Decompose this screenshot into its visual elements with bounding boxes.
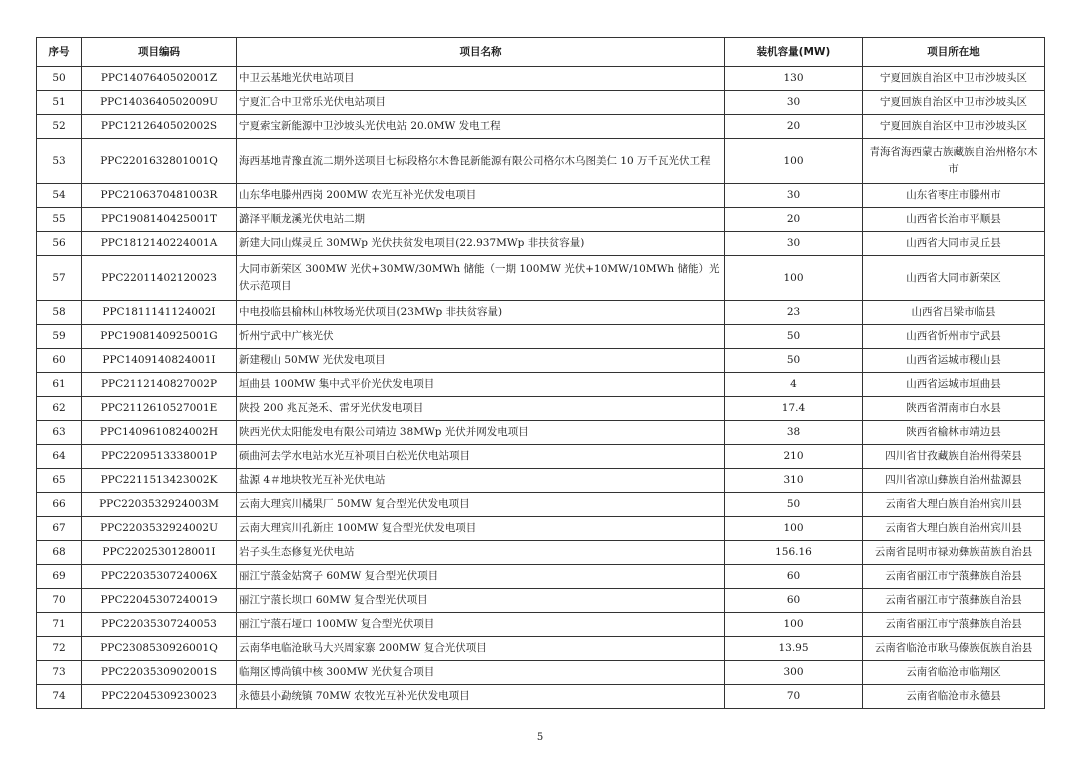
cell-seq: 71 — [37, 613, 82, 637]
cell-name: 硕曲河去学水电站水光互补项目白松光伏电站项目 — [237, 445, 725, 469]
cell-seq: 50 — [37, 67, 82, 91]
cell-code: PPC2201632801001Q — [82, 139, 237, 184]
table-row — [37, 349, 1045, 373]
cell-code: PPC1908140425001T — [82, 208, 237, 232]
cell-code: PPC2203530724006X — [82, 565, 237, 589]
cell-location: 青海省海西蒙古族藏族自治州格尔木市 — [863, 139, 1045, 184]
table-row — [37, 325, 1045, 349]
cell-seq: 64 — [37, 445, 82, 469]
cell-seq: 66 — [37, 493, 82, 517]
table-row — [37, 256, 1045, 301]
cell-capacity: 50 — [725, 493, 863, 517]
cell-capacity: 30 — [725, 91, 863, 115]
cell-name: 新建稷山 50MW 光伏发电项目 — [237, 349, 725, 373]
table-row — [37, 445, 1045, 469]
cell-location: 山西省大同市灵丘县 — [863, 232, 1045, 256]
cell-seq: 59 — [37, 325, 82, 349]
cell-name: 中卫云基地光伏电站项目 — [237, 67, 725, 91]
cell-location: 云南省临沧市永德县 — [863, 685, 1045, 709]
table-row — [37, 613, 1045, 637]
cell-capacity: 30 — [725, 232, 863, 256]
table-row — [37, 67, 1045, 91]
cell-name: 中电投临县榆林山林牧场光伏项目(23MWp 非扶贫容量) — [237, 301, 725, 325]
table-row — [37, 685, 1045, 709]
cell-capacity: 50 — [725, 325, 863, 349]
table-row — [37, 373, 1045, 397]
cell-location: 云南省大理白族自治州宾川县 — [863, 493, 1045, 517]
cell-code: PPC1908140925001G — [82, 325, 237, 349]
cell-seq: 60 — [37, 349, 82, 373]
cell-location: 山东省枣庄市滕州市 — [863, 184, 1045, 208]
cell-name: 忻州宁武中广核光伏 — [237, 325, 725, 349]
cell-location: 宁夏回族自治区中卫市沙坡头区 — [863, 67, 1045, 91]
cell-code: PPC2204530923002З — [82, 685, 237, 709]
cell-capacity: 4 — [725, 373, 863, 397]
table-row — [37, 184, 1045, 208]
cell-capacity: 300 — [725, 661, 863, 685]
cell-code: PPC2211513423002K — [82, 469, 237, 493]
cell-capacity: 60 — [725, 589, 863, 613]
cell-code: PPC2204530724001Э — [82, 589, 237, 613]
cell-seq: 61 — [37, 373, 82, 397]
table-row — [37, 661, 1045, 685]
cell-capacity: 20 — [725, 208, 863, 232]
cell-name: 潞泽平顺龙溪光伏电站二期 — [237, 208, 725, 232]
cell-capacity: 30 — [725, 184, 863, 208]
table-row — [37, 493, 1045, 517]
cell-capacity: 17.4 — [725, 397, 863, 421]
cell-seq: 55 — [37, 208, 82, 232]
cell-capacity: 100 — [725, 139, 863, 184]
cell-name: 云南大理宾川橘果厂 50MW 复合型光伏发电项目 — [237, 493, 725, 517]
cell-seq: 53 — [37, 139, 82, 184]
cell-capacity: 310 — [725, 469, 863, 493]
cell-code: PPC1409140824001I — [82, 349, 237, 373]
cell-name: 垣曲县 100MW 集中式平价光伏发电项目 — [237, 373, 725, 397]
table-row — [37, 565, 1045, 589]
cell-seq: 68 — [37, 541, 82, 565]
cell-location: 山西省运城市垣曲县 — [863, 373, 1045, 397]
cell-code: PPC1403640502009U — [82, 91, 237, 115]
cell-location: 云南省丽江市宁蒗彝族自治县 — [863, 565, 1045, 589]
cell-seq: 72 — [37, 637, 82, 661]
cell-code: PPC2201140212002З — [82, 256, 237, 301]
cell-name: 云南华电临沧耿马大兴周家寨 200MW 复合光伏项目 — [237, 637, 725, 661]
cell-code: PPC2308530926001Q — [82, 637, 237, 661]
cell-name: 丽江宁蒗金姑窝子 60MW 复合型光伏项目 — [237, 565, 725, 589]
cell-name: 新建大同山煤灵丘 30MWp 光伏扶贫发电项目(22.937MWp 非扶贫容量) — [237, 232, 725, 256]
table-row — [37, 589, 1045, 613]
table-body — [37, 67, 1045, 709]
cell-code: PPC2203532924002U — [82, 517, 237, 541]
cell-seq: 54 — [37, 184, 82, 208]
project-table — [36, 37, 1045, 709]
cell-name: 丽江宁蒗石垭口 100MW 复合型光伏项目 — [237, 613, 725, 637]
cell-code: PPC22035307240053 — [82, 613, 237, 637]
cell-seq: 52 — [37, 115, 82, 139]
cell-name: 永德县小勐统镇 70MW 农牧光互补光伏发电项目 — [237, 685, 725, 709]
cell-capacity: 50 — [725, 349, 863, 373]
cell-capacity: 100 — [725, 256, 863, 301]
cell-name: 海西基地青豫直流二期外送项目七标段格尔木鲁昆新能源有限公司格尔木乌图美仁 10 万千瓦光伏工程 — [237, 139, 725, 184]
cell-name: 宁夏汇合中卫常乐光伏电站项目 — [237, 91, 725, 115]
cell-location: 陕西省榆林市靖边县 — [863, 421, 1045, 445]
cell-name: 临翔区博尚镇中核 300MW 光伏复合项目 — [237, 661, 725, 685]
cell-seq: 73 — [37, 661, 82, 685]
cell-location: 山西省运城市稷山县 — [863, 349, 1045, 373]
cell-name: 山东华电滕州西岗 200MW 农光互补光伏发电项目 — [237, 184, 725, 208]
cell-seq: 51 — [37, 91, 82, 115]
cell-name: 丽江宁蒗长坝口 60MW 复合型光伏项目 — [237, 589, 725, 613]
cell-location: 四川省甘孜藏族自治州得荣县 — [863, 445, 1045, 469]
cell-location: 山西省长治市平顺县 — [863, 208, 1045, 232]
table-row — [37, 115, 1045, 139]
table-row — [37, 421, 1045, 445]
cell-capacity: 13.95 — [725, 637, 863, 661]
header-location: 项目所在地 — [863, 38, 1045, 67]
cell-name: 陕投 200 兆瓦尧禾、雷牙光伏发电项目 — [237, 397, 725, 421]
cell-name: 云南大理宾川孔新庄 100MW 复合型光伏发电项目 — [237, 517, 725, 541]
cell-location: 云南省丽江市宁蒗彝族自治县 — [863, 613, 1045, 637]
cell-location: 宁夏回族自治区中卫市沙坡头区 — [863, 91, 1045, 115]
cell-name: 大同市新荣区 300MW 光伏+30MW/30MWh 储能（一期 100MW 光伏+10MW/10MWh 储能）光伏示范项目 — [237, 256, 725, 301]
cell-code: PPC2203530902001S — [82, 661, 237, 685]
cell-seq: 74 — [37, 685, 82, 709]
table-row — [37, 139, 1045, 184]
cell-seq: 70 — [37, 589, 82, 613]
cell-code: PPC2112140827002P — [82, 373, 237, 397]
table-row — [37, 469, 1045, 493]
cell-capacity: 20 — [725, 115, 863, 139]
cell-seq: 58 — [37, 301, 82, 325]
cell-location: 云南省临沧市耿马傣族佤族自治县 — [863, 637, 1045, 661]
page-number: 5 — [536, 732, 544, 743]
cell-location: 山西省大同市新荣区 — [863, 256, 1045, 301]
cell-location: 云南省昆明市禄劝彝族苗族自治县 — [863, 541, 1045, 565]
cell-code: PPC1812140224001A — [82, 232, 237, 256]
cell-location: 四川省凉山彝族自治州盐源县 — [863, 469, 1045, 493]
table-header-row — [37, 38, 1045, 67]
cell-name: 陕西光伏太阳能发电有限公司靖边 38MWp 光伏并网发电项目 — [237, 421, 725, 445]
table-row — [37, 91, 1045, 115]
header-code: 项目编码 — [82, 38, 237, 67]
cell-code: PPC2202530128001I — [82, 541, 237, 565]
cell-capacity: 70 — [725, 685, 863, 709]
cell-name: 岩子头生态修复光伏电站 — [237, 541, 725, 565]
cell-code: PPC1212640502002S — [82, 115, 237, 139]
table-row — [37, 232, 1045, 256]
cell-code: PPC1409610824002H — [82, 421, 237, 445]
cell-code: PPC1811141124002I — [82, 301, 237, 325]
header-name: 项目名称 — [237, 38, 725, 67]
cell-seq: 67 — [37, 517, 82, 541]
cell-location: 云南省大理白族自治州宾川县 — [863, 517, 1045, 541]
cell-capacity: 156.16 — [725, 541, 863, 565]
table-row — [37, 208, 1045, 232]
cell-seq: 56 — [37, 232, 82, 256]
header-seq: 序号 — [37, 38, 82, 67]
table-row — [37, 637, 1045, 661]
cell-seq: 57 — [37, 256, 82, 301]
cell-location: 宁夏回族自治区中卫市沙坡头区 — [863, 115, 1045, 139]
cell-capacity: 130 — [725, 67, 863, 91]
cell-seq: 69 — [37, 565, 82, 589]
cell-capacity: 60 — [725, 565, 863, 589]
table-row — [37, 517, 1045, 541]
cell-seq: 62 — [37, 397, 82, 421]
cell-code: PPC2112610527001E — [82, 397, 237, 421]
cell-location: 山西省吕梁市临县 — [863, 301, 1045, 325]
cell-location: 云南省丽江市宁蒗彝族自治县 — [863, 589, 1045, 613]
cell-location: 山西省忻州市宁武县 — [863, 325, 1045, 349]
cell-code: PPC1407640502001Z — [82, 67, 237, 91]
cell-name: 宁夏索宝新能源中卫沙坡头光伏电站 20.0MW 发电工程 — [237, 115, 725, 139]
table-row — [37, 397, 1045, 421]
cell-code: PPC2209513338001P — [82, 445, 237, 469]
cell-name: 盐源 4＃地块牧光互补光伏电站 — [237, 469, 725, 493]
cell-seq: 65 — [37, 469, 82, 493]
header-capacity: 装机容量(MW) — [725, 38, 863, 67]
cell-capacity: 38 — [725, 421, 863, 445]
cell-seq: 63 — [37, 421, 82, 445]
cell-code: PPC2106370481003R — [82, 184, 237, 208]
cell-capacity: 210 — [725, 445, 863, 469]
cell-capacity: 100 — [725, 613, 863, 637]
table-row — [37, 541, 1045, 565]
cell-location: 陕西省渭南市白水县 — [863, 397, 1045, 421]
cell-capacity: 23 — [725, 301, 863, 325]
cell-code: PPC2203532924003M — [82, 493, 237, 517]
cell-location: 云南省临沧市临翔区 — [863, 661, 1045, 685]
table-row — [37, 301, 1045, 325]
cell-capacity: 100 — [725, 517, 863, 541]
